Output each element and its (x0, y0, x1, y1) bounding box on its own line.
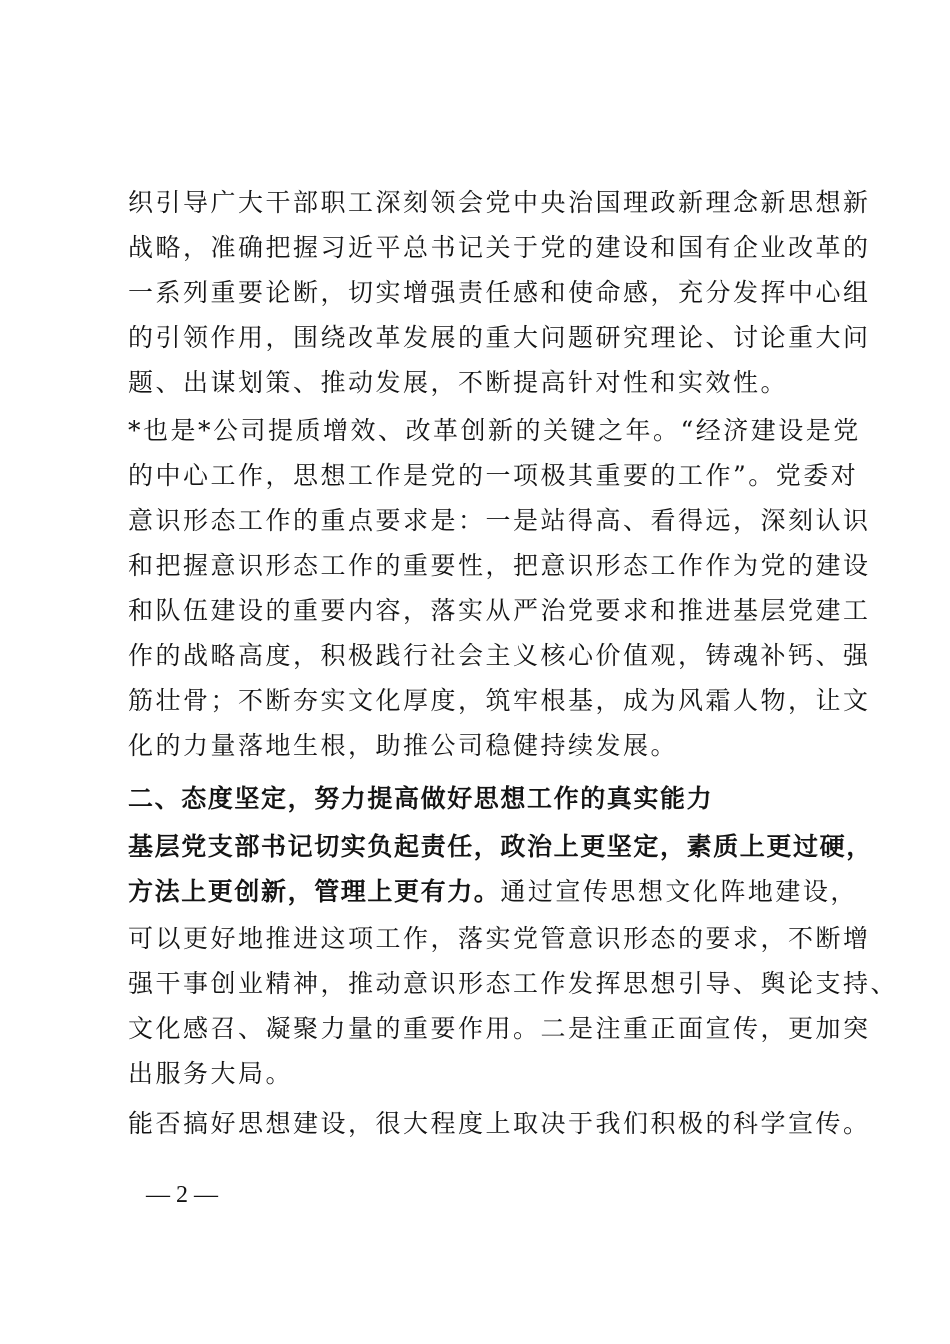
body-text-line: 的引领作用，围绕改革发展的重大问题研究理论、讨论重大问 (128, 323, 871, 352)
page-number: — 2 — (146, 1182, 218, 1208)
body-text-line: 文化感召、凝聚力量的重要作用。二是注重正面宣传，更加突 (128, 1014, 871, 1043)
body-text-line: 一系列重要论断，切实增强责任感和使命感，充分发挥中心组 (128, 278, 871, 307)
body-text-line: 战略，准确把握习近平总书记关于党的建设和国有企业改革的 (128, 233, 871, 262)
body-text-line: 能否搞好思想建设，很大程度上取决于我们积极的科学宣传。 (128, 1109, 871, 1138)
normal-text-segment: 通过宣传思想文化阵地建设， (500, 877, 858, 906)
bold-text-segment: 方法上更创新，管理上更有力。 (128, 877, 501, 906)
body-text-line: 意识形态工作的重点要求是：一是站得高、看得远，深刻认识 (128, 506, 871, 535)
body-text-line: *也是*公司提质增效、改革创新的关键之年。“经济建设是党 (128, 416, 861, 445)
body-text-line: 可以更好地推进这项工作，落实党管意识形态的要求，不断增 (128, 924, 871, 953)
body-text-line: 化的力量落地生根，助推公司稳健持续发展。 (128, 731, 679, 760)
body-text-line: 出服务大局。 (128, 1059, 294, 1088)
body-text-line: 作的战略高度，积极践行社会主义核心价值观，铸魂补钙、强 (128, 641, 871, 670)
body-text-line: 的中心工作，思想工作是党的一项极其重要的工作”。党委对 (128, 461, 859, 490)
mixed-text-line (128, 875, 858, 909)
body-text-line: 织引导广大干部职工深刻领会党中央治国理政新理念新思想新 (128, 188, 871, 217)
bold-text-line: 基层党支部书记切实负起责任，政治上更坚定，素质上更过硬， (128, 832, 873, 861)
section-heading: 二、态度坚定，努力提高做好思想工作的真实能力 (128, 784, 714, 813)
body-text-line: 和把握意识形态工作的重要性，把意识形态工作作为党的建设 (128, 551, 871, 580)
body-text-line: 题、出谋划策、推动发展，不断提高针对性和实效性。 (128, 368, 789, 397)
body-text-line: 强干事创业精神，推动意识形态工作发挥思想引导、舆论支持、 (128, 969, 899, 998)
body-text-line: 和队伍建设的重要内容，落实从严治党要求和推进基层党建工 (128, 596, 871, 625)
body-text-line: 筋壮骨；不断夯实文化厚度，筑牢根基，成为风霜人物，让文 (128, 686, 871, 715)
